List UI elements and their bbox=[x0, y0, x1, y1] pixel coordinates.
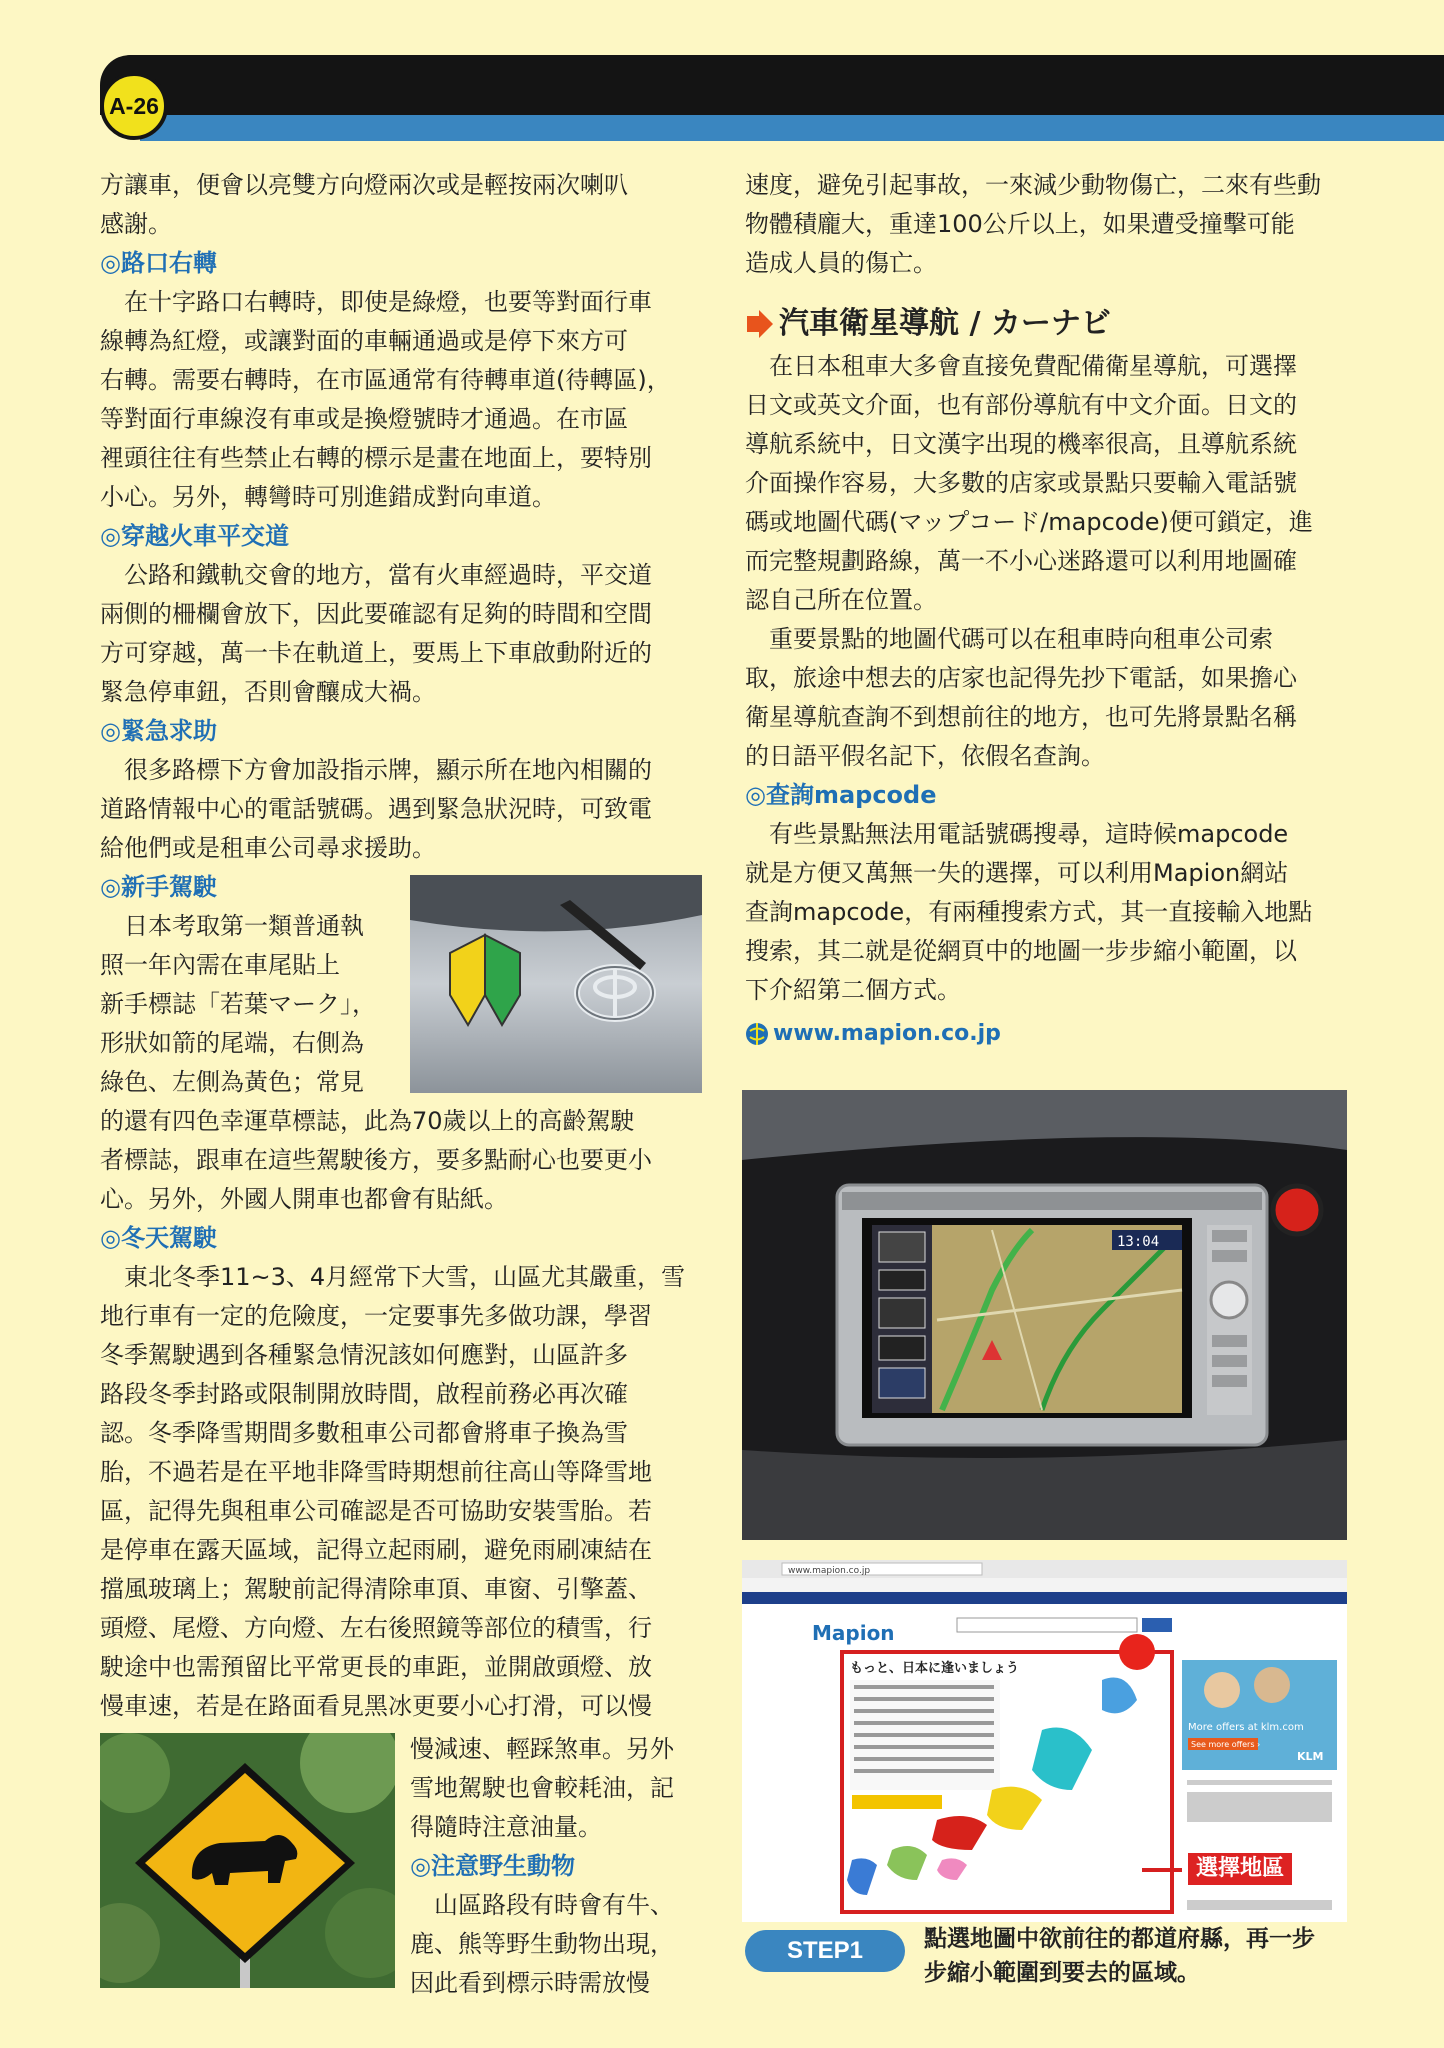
text-line: 的還有四色幸運草標誌，此為70歲以上的高齡駕駛 bbox=[100, 1107, 635, 1135]
text-line: 雪地駕駛也會較耗油，記 bbox=[410, 1774, 674, 1802]
text-line: 就是方便又萬無一失的選擇，可以利用Mapion網站 bbox=[745, 859, 1289, 887]
text-line: 線轉為紅燈，或讓對面的車輛通過或是停下來方可 bbox=[100, 327, 628, 355]
text-line: 緊急停車鈕，否則會釀成大禍。 bbox=[100, 678, 436, 706]
text-line: 慢車速，若是在路面看見黑冰更要小心打滑，可以慢 bbox=[100, 1692, 652, 1720]
section-title-new-driver: ◎新手駕駛 bbox=[100, 873, 217, 901]
step-caption bbox=[924, 1922, 1354, 1990]
text-line: 形狀如箭的尾端，右側為 bbox=[100, 1029, 364, 1057]
text-line: 下介紹第二個方式。 bbox=[745, 976, 961, 1004]
header-blue-bar bbox=[140, 115, 1444, 141]
paragraph-map-code bbox=[745, 620, 1345, 776]
pointer-arrow-icon bbox=[1142, 1860, 1188, 1880]
mapion-link[interactable] bbox=[745, 1016, 1345, 1052]
paragraph-emergency bbox=[100, 751, 700, 868]
step-badge: STEP1 bbox=[745, 1930, 905, 1972]
text-line: 認自己所在位置。 bbox=[745, 586, 937, 614]
header-black-bar bbox=[100, 55, 1444, 115]
text-line: 區，記得先與租車公司確認是否可協助安裝雪胎。若 bbox=[100, 1497, 652, 1525]
text-line: 右轉。需要右轉時，在市區通常有待轉車道(待轉區)， bbox=[100, 366, 671, 394]
paragraph-right-turn bbox=[100, 283, 700, 517]
text-line: 胎，不過若是在平地非降雪時期想前往高山等降雪地 bbox=[100, 1458, 652, 1486]
text-line: 兩側的柵欄會放下，因此要確認有足夠的時間和空間 bbox=[100, 600, 652, 628]
text-line: 介面操作容易，大多數的店家或景點只要輸入電話號 bbox=[745, 469, 1297, 497]
text-line: 綠色、左側為黃色；常見 bbox=[100, 1068, 364, 1096]
paragraph-mapcode bbox=[745, 815, 1345, 1010]
text-line: 給他們或是租車公司尋求援助。 bbox=[100, 834, 436, 862]
text-line: 慢減速、輕踩煞車。另外 bbox=[410, 1735, 674, 1763]
text-line: 山區路段有時會有牛、 bbox=[434, 1891, 674, 1919]
section-title-railway-crossing: ◎穿越火車平交道 bbox=[100, 522, 289, 550]
intro-paragraph bbox=[100, 166, 700, 244]
text-line: 小心。另外，轉彎時可別進錯成對向車道。 bbox=[100, 483, 556, 511]
car-navigation-illustration bbox=[742, 1090, 1347, 1540]
text-line: 擋風玻璃上；駕駛前記得清除車頂、車窗、引擎蓋、 bbox=[100, 1575, 652, 1603]
text-line: 物體積龐大，重達100公斤以上，如果遭受撞擊可能 bbox=[745, 210, 1295, 238]
text-line: 查詢mapcode，有兩種搜索方式，其一直接輸入地點 bbox=[745, 898, 1313, 926]
text-line: 駛途中也需預留比平常更長的車距，並開啟頭燈、放 bbox=[100, 1653, 652, 1681]
browser-address-bar: www.mapion.co.jp bbox=[788, 1566, 871, 1576]
section-heading-text: 汽車衛星導航 / カーナビ bbox=[779, 306, 1111, 341]
text-line: 點選地圖中欲前往的都道府縣，再一步 bbox=[924, 1926, 1315, 1952]
text-line: 搜索，其二就是從網頁中的地圖一步步縮小範圍，以 bbox=[745, 937, 1297, 965]
text-line: 而完整規劃路線，萬一不小心迷路還可以利用地圖確 bbox=[745, 547, 1297, 575]
car-rear-illustration bbox=[410, 875, 702, 1093]
text-line: 日文或英文介面，也有部份導航有中文介面。日文的 bbox=[745, 391, 1297, 419]
section-title-right-turn: ◎路口右轉 bbox=[100, 249, 217, 277]
text-line: 方讓車，便會以亮雙方向燈兩次或是輕按兩次喇叭 bbox=[100, 171, 628, 199]
text-line: 日本考取第一類普通執 bbox=[124, 912, 364, 940]
ad-brand-text: KLM bbox=[1297, 1750, 1324, 1763]
text-line: 因此看到標示時需放慢 bbox=[410, 1969, 650, 1997]
section-heading-car-navigation bbox=[745, 301, 1345, 347]
paragraph-winter-driving bbox=[100, 1258, 700, 1726]
text-line: 者標誌，跟車在這些駕駛後方，要多點耐心也要更小 bbox=[100, 1146, 652, 1174]
text-line: 速度，避免引起事故，一來減少動物傷亡，二來有些動 bbox=[745, 171, 1321, 199]
section-title-wildlife: ◎注意野生動物 bbox=[410, 1852, 575, 1880]
text-line: 衛星導航查詢不到想前往的地方，也可先將景點名稱 bbox=[745, 703, 1297, 731]
car-navigation-photo bbox=[742, 1090, 1347, 1540]
right-column bbox=[745, 166, 1345, 1052]
select-region-tag: 選擇地區 bbox=[1188, 1853, 1292, 1885]
text-line: 在日本租車大多會直接免費配備衛星導航，可選擇 bbox=[769, 352, 1297, 380]
web-globe-icon bbox=[745, 1022, 769, 1046]
text-line: 地行車有一定的危險度，一定要事先多做功課，學習 bbox=[100, 1302, 652, 1330]
text-line: 路段冬季封路或限制開放時間，啟程前務必再次確 bbox=[100, 1380, 628, 1408]
text-line: 在十字路口右轉時，即使是綠燈，也要等對面行車 bbox=[124, 288, 652, 316]
mapion-logo-text: Mapion bbox=[812, 1621, 895, 1645]
text-line: 公路和鐵軌交會的地方，當有火車經過時，平交道 bbox=[124, 561, 652, 589]
text-line: 造成人員的傷亡。 bbox=[745, 249, 937, 277]
text-line: 很多路標下方會加設指示牌，顯示所在地內相關的 bbox=[124, 756, 652, 784]
text-line: 道路情報中心的電話號碼。遇到緊急狀況時，可致電 bbox=[100, 795, 652, 823]
paragraph-navigation-intro bbox=[745, 347, 1345, 620]
page-header-band bbox=[100, 55, 1444, 141]
text-line: 心。另外，外國人開車也都會有貼紙。 bbox=[100, 1185, 508, 1213]
bear-warning-sign-photo bbox=[100, 1733, 395, 1988]
left-lower-text bbox=[410, 1730, 710, 2003]
mapion-website-screenshot bbox=[742, 1560, 1347, 1922]
nav-time-readout: 13:04 bbox=[1117, 1234, 1160, 1250]
section-title-emergency: ◎緊急求助 bbox=[100, 717, 217, 745]
text-line: 鹿、熊等野生動物出現， bbox=[410, 1930, 674, 1958]
text-line: 有些景點無法用電話號碼搜尋，這時候mapcode bbox=[769, 820, 1289, 848]
page-number-badge: A-26 bbox=[100, 72, 168, 140]
text-line: 取，旅途中想去的店家也記得先抄下電話，如果擔心 bbox=[745, 664, 1297, 692]
text-line: 裡頭往往有些禁止右轉的標示是畫在地面上，要特別 bbox=[100, 444, 652, 472]
bear-sign-illustration bbox=[100, 1733, 395, 1988]
text-line: 感謝。 bbox=[100, 210, 172, 238]
text-line: 認。冬季降雪期間多數租車公司都會將車子換為雪 bbox=[100, 1419, 628, 1447]
ad-button-text: See more offers › bbox=[1191, 1740, 1261, 1749]
text-line: 新手標誌「若葉マーク」， bbox=[100, 990, 376, 1018]
text-line: 冬季駕駛遇到各種緊急情況該如何應對，山區許多 bbox=[100, 1341, 628, 1369]
paragraph-new-driver bbox=[100, 1102, 700, 1219]
text-line: 的日語平假名記下，依假名查詢。 bbox=[745, 742, 1105, 770]
section-title-mapcode: ◎查詢mapcode bbox=[745, 781, 937, 809]
text-line: 導航系統中，日文漢字出現的機率很高，且導航系統 bbox=[745, 430, 1297, 458]
section-title-winter-driving: ◎冬天駕駛 bbox=[100, 1224, 217, 1252]
text-line: 得隨時注意油量。 bbox=[410, 1813, 602, 1841]
arrow-right-icon bbox=[745, 310, 775, 338]
text-line: 等對面行車線沒有車或是換燈號時才通過。在市區 bbox=[100, 405, 628, 433]
ad-text: More offers at klm.com bbox=[1188, 1722, 1304, 1733]
text-line: 頭燈、尾燈、方向燈、左右後照鏡等部位的積雪，行 bbox=[100, 1614, 652, 1642]
beginner-mark-photo bbox=[410, 875, 702, 1093]
text-line: 步縮小範圍到要去的區域。 bbox=[924, 1960, 1200, 1986]
paragraph-wildlife-cont bbox=[745, 166, 1345, 283]
text-line: 東北冬季11~3、4月經常下大雪，山區尤其嚴重，雪 bbox=[124, 1263, 686, 1291]
text-line: 碼或地圖代碼(マップコード/mapcode)便可鎖定，進 bbox=[745, 508, 1313, 536]
mapion-headline: もっと、日本に逢いましょう bbox=[850, 1661, 1020, 1676]
text-line: 照一年內需在車尾貼上 bbox=[100, 951, 340, 979]
text-line: 方可穿越，萬一卡在軌道上，要馬上下車啟動附近的 bbox=[100, 639, 652, 667]
mapion-url-text[interactable]: www.mapion.co.jp bbox=[773, 1021, 1001, 1046]
text-line: 是停車在露天區域，記得立起雨刷，避免雨刷凍結在 bbox=[100, 1536, 652, 1564]
text-line: 重要景點的地圖代碼可以在租車時向租車公司索 bbox=[769, 625, 1273, 653]
paragraph-railway-crossing bbox=[100, 556, 700, 712]
